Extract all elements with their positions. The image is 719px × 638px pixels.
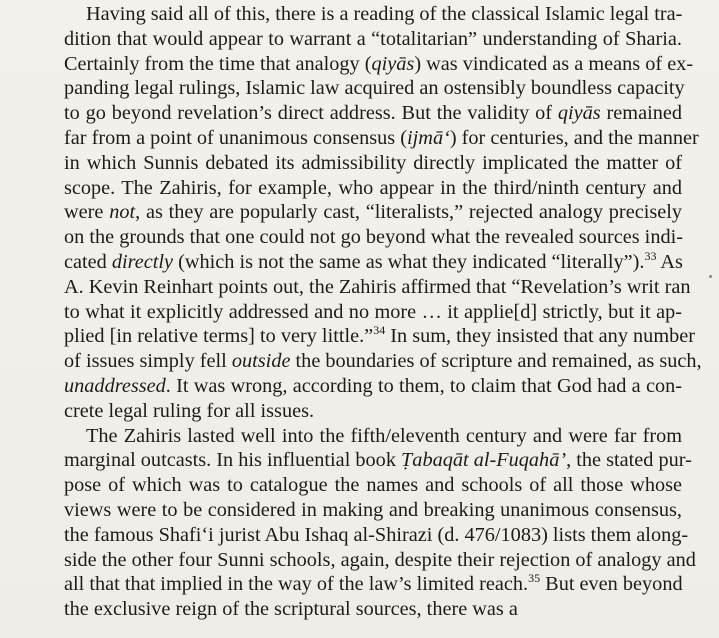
text-run: to go beyond revelation’s direct address. But the validity of — [64, 102, 558, 125]
text-line — [64, 27, 682, 52]
text-run: marginal outcasts. In his influential book — [64, 449, 402, 472]
text-run: the exclusive reign of the scriptural sources, there was a — [64, 598, 518, 621]
text-run: remained — [600, 102, 682, 125]
text-run: scope. The Zahiris, for example, who appear in the third/ninth century and — [64, 176, 682, 199]
text-line — [64, 250, 682, 275]
text-run: were — [64, 201, 110, 224]
text-line — [64, 424, 682, 449]
text-line — [64, 176, 682, 201]
body-text — [64, 2, 702, 621]
text-line — [64, 448, 692, 473]
text-line — [64, 572, 682, 597]
text-run: dition that would appear to warrant a “totalitarian” understanding of Sharia. — [64, 27, 682, 50]
footnote-ref: 33 — [644, 249, 657, 264]
text-line — [64, 374, 682, 399]
text-line — [64, 101, 682, 126]
text-line — [64, 225, 682, 250]
text-line — [64, 473, 682, 498]
text-run: plied [in relative terms] to very little.” — [64, 325, 374, 348]
text-run: in which Sunnis debated its admissibility directly implicated the matter of — [64, 151, 682, 174]
text-run: the famous Shafi‘i jurist Abu Ishaq al-Shirazi (d. 476/1083) lists them along- — [64, 523, 689, 546]
text-line — [64, 498, 682, 523]
text-run: As — [656, 250, 683, 273]
text-run: (which is not the same as what they indicated “literally”). — [173, 250, 645, 273]
text-run: ) for centuries, and the manner — [449, 126, 699, 149]
text-run: far from a point of unanimous consensus ( — [64, 126, 408, 149]
text-line — [64, 399, 682, 424]
text-line — [64, 349, 702, 374]
text-run: A. Kevin Reinhart points out, the Zahiris affirmed that “Revelation’s writ ran — [64, 275, 691, 298]
text-line — [64, 52, 694, 77]
text-run: But even beyond — [540, 573, 683, 596]
text-run: Having said all of this, there is a reading of the classical Islamic legal tra- — [86, 3, 683, 25]
italic-term: not — [109, 201, 136, 224]
text-line — [64, 200, 682, 225]
text-run: Certainly from the time that analogy ( — [64, 52, 372, 75]
italic-term: directly — [111, 250, 174, 273]
text-run: The Zahiris lasted well into the fifth/eleventh century and were far from — [86, 424, 682, 447]
text-line — [64, 548, 696, 573]
text-run: side the other four Sunni schools, again, despite their rejection of analogy and — [64, 548, 696, 571]
text-run: . It was wrong, according to them, to claim that God had a con- — [165, 374, 682, 397]
text-line — [64, 2, 682, 27]
text-run: views were to be considered in making and breaking unanimous consensus, — [64, 498, 682, 521]
italic-term: qiyās — [557, 102, 601, 125]
text-run: of issues simply fell — [64, 350, 232, 373]
footnote-ref: 35 — [528, 571, 541, 586]
italic-term: qiyās — [371, 52, 415, 75]
text-line — [64, 126, 699, 151]
text-run: In sum, they insisted that any number — [385, 325, 695, 348]
text-run: the boundaries of scripture and remained, as such, — [290, 350, 702, 373]
text-run: ) was vindicated as a means of ex- — [414, 52, 694, 75]
text-run: , the stated pur- — [566, 449, 692, 472]
text-run: to what it explicitly addressed and no more … it applie[d] strictly, but it ap- — [64, 300, 682, 323]
text-run: all that that implied in the way of the law’s limited reach. — [64, 573, 529, 596]
italic-term: outside — [231, 350, 291, 373]
scan-speck — [709, 275, 712, 278]
text-line — [64, 597, 682, 621]
italic-term: Ṭabaqāt al-Fuqahā’ — [401, 449, 567, 472]
text-run: , as they are popularly cast, “literalists,” rejected analogy precisely — [135, 201, 682, 224]
italic-term: unaddressed — [64, 374, 166, 397]
text-run: panding legal rulings, Islamic law acquired an ostensibly boundless capacity — [64, 77, 685, 100]
text-run: cated — [64, 250, 112, 273]
text-line — [64, 275, 691, 300]
text-line — [64, 76, 685, 101]
footnote-ref: 34 — [373, 323, 386, 338]
italic-term: ijmā‘ — [407, 126, 450, 149]
text-line — [64, 151, 682, 176]
text-run: on the grounds that one could not go beyond what the revealed sources indi- — [64, 226, 683, 249]
text-line — [64, 323, 695, 349]
text-line — [64, 523, 689, 548]
text-run: crete legal ruling for all issues. — [64, 399, 315, 422]
text-run: pose of which was to catalogue the names and schools of all those whose — [64, 474, 682, 497]
text-line — [64, 300, 682, 325]
